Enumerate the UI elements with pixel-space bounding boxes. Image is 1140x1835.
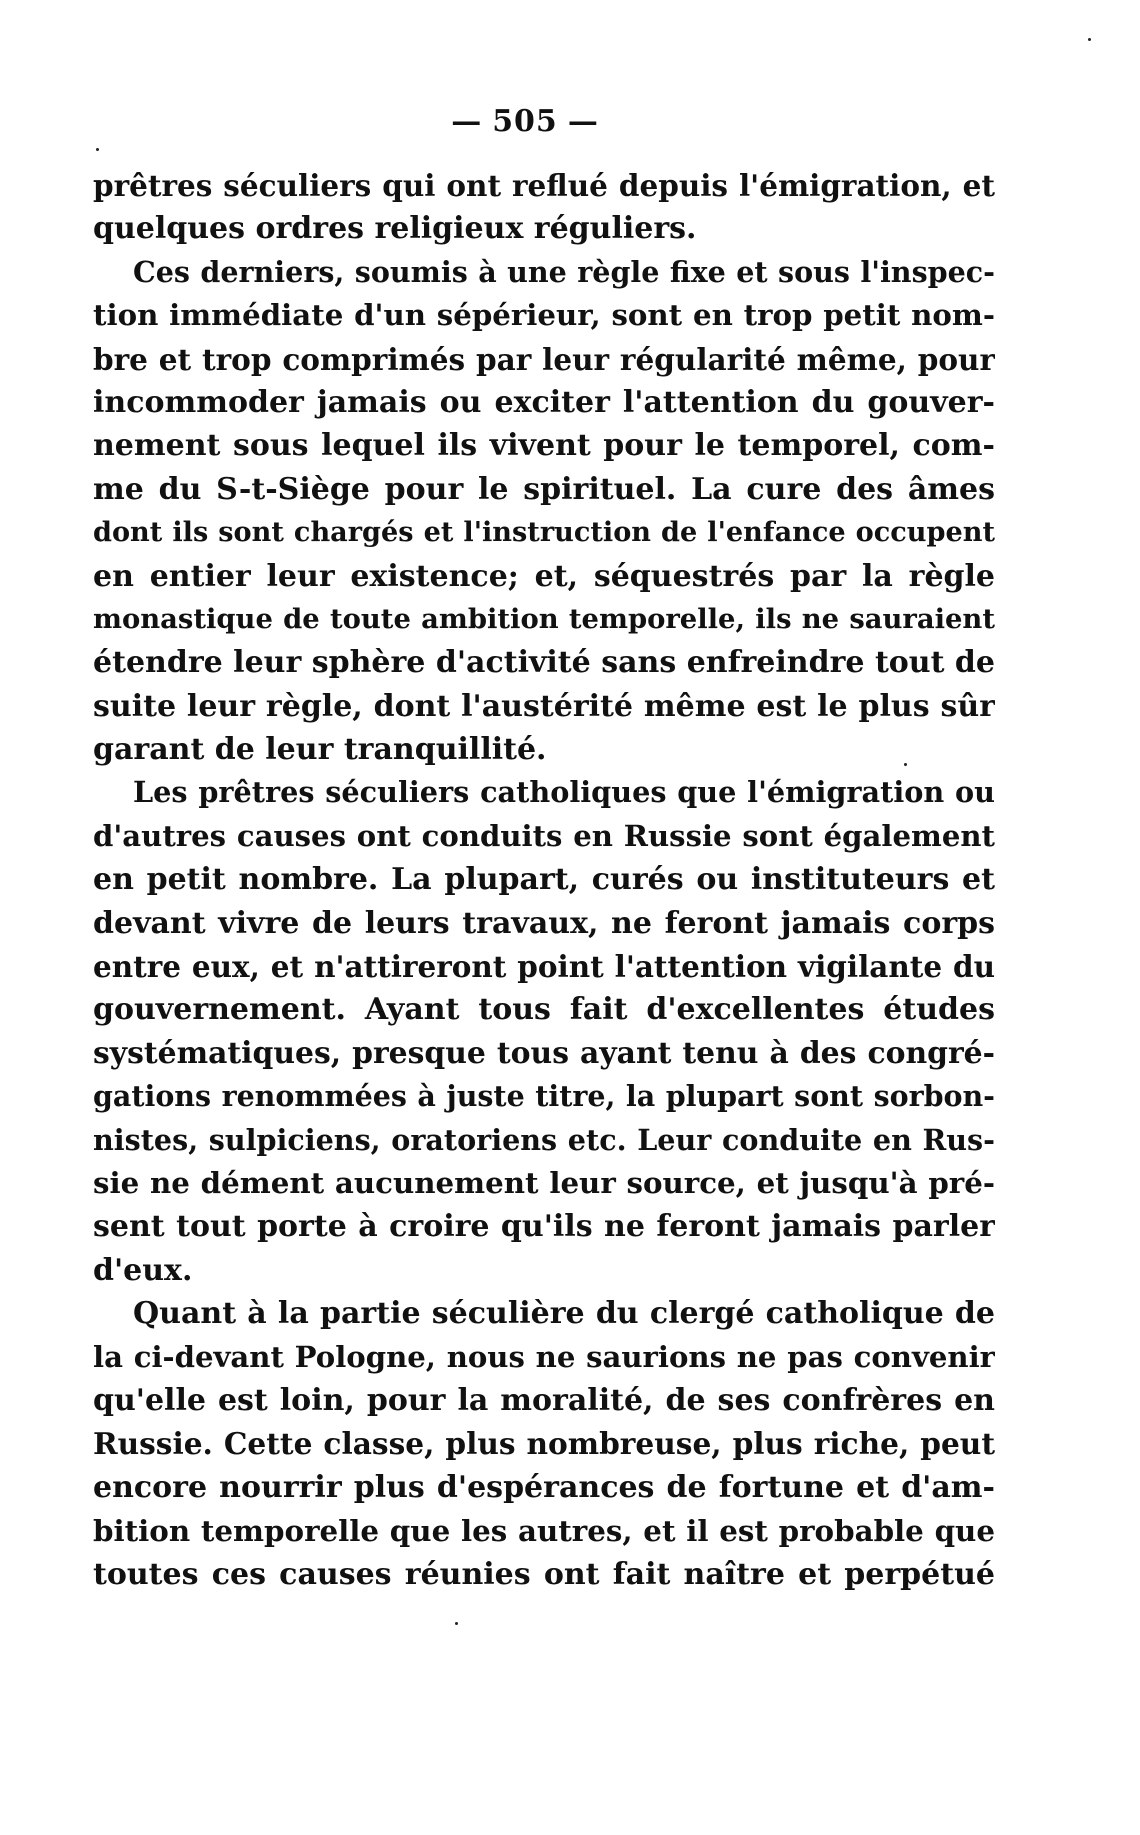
text-line: qu'elle est loin, pour la moralité, de ses confrères en (93, 1382, 995, 1418)
text-line: en petit nombre. La plupart, curés ou instituteurs et (93, 862, 995, 898)
text-line: Les prêtres séculiers catholiques que l'émigration ou (133, 775, 995, 810)
ink-speck (1088, 38, 1091, 41)
ink-speck (96, 148, 99, 151)
body-text (93, 164, 995, 1596)
text-line: monastique de toute ambition temporelle, ils ne sauraient (93, 602, 995, 635)
text-line: Russie. Cette classe, plus nombreuse, plus riche, peut (93, 1426, 995, 1462)
text-line: garant de leur tranquillité. (93, 732, 547, 768)
text-line: me du S-t-Siège pour le spirituel. La cure des âmes (93, 471, 995, 507)
ink-speck (904, 763, 907, 766)
text-line: dont ils sont chargés et l'instruction de l'enfance occupent (93, 517, 995, 549)
page-number-header (0, 104, 1050, 139)
folio-dash-right: — (567, 104, 599, 139)
folio-dash-left: — (451, 104, 483, 139)
text-line: sie ne dément aucunement leur source, et jusqu'à pré- (93, 1165, 995, 1200)
text-line: d'autres causes ont conduits en Russie sont également (93, 818, 995, 853)
text-line: en entier leur existence; et, séquestrés par la règle (93, 558, 995, 594)
text-line: incommoder jamais ou exciter l'attention du gouver- (93, 384, 995, 420)
text-line: encore nourrir plus d'espérances de fortune et d'am- (93, 1469, 995, 1505)
text-line: tion immédiate d'un sépérieur, sont en trop petit nom- (93, 298, 995, 333)
text-line: gations renommées à juste titre, la plupart sont sorbon- (93, 1079, 995, 1114)
text-line: suite leur règle, dont l'austérité même est le plus sûr (93, 688, 995, 724)
text-line: la ci-devant Pologne, nous ne saurions ne pas convenir (93, 1339, 995, 1374)
text-line: Ces derniers, soumis à une règle fixe et sous l'inspec- (133, 254, 995, 289)
text-line: bition temporelle que les autres, et il est probable que (93, 1513, 995, 1549)
page-number: 505 (492, 104, 558, 139)
text-line: nement sous lequel ils vivent pour le temporel, com- (93, 428, 995, 464)
text-line: nistes, sulpiciens, oratoriens etc. Leur conduite en Rus- (93, 1122, 995, 1157)
text-line: entre eux, et n'attireront point l'attention vigilante du (93, 949, 995, 985)
text-line: prêtres séculiers qui ont reflué depuis l'émigration, et (93, 168, 995, 203)
text-line: toutes ces causes réunies ont fait naître et perpétué (93, 1556, 995, 1592)
text-line: étendre leur sphère d'activité sans enfreindre tout de (93, 645, 995, 681)
text-line: sent tout porte à croire qu'ils ne feront jamais parler (93, 1209, 995, 1245)
text-line: quelques ordres religieux réguliers. (93, 211, 697, 247)
text-line: Quant à la partie séculière du clergé catholique de (133, 1296, 995, 1332)
text-line: bre et trop comprimés par leur régularité même, pour (93, 341, 995, 377)
text-line: devant vivre de leurs travaux, ne feront jamais corps (93, 905, 995, 941)
ink-speck (455, 1622, 458, 1625)
text-line: systématiques, presque tous ayant tenu à des congré- (93, 1035, 995, 1071)
text-line: d'eux. (93, 1252, 193, 1288)
text-line: gouvernement. Ayant tous fait d'excellentes études (93, 992, 995, 1028)
